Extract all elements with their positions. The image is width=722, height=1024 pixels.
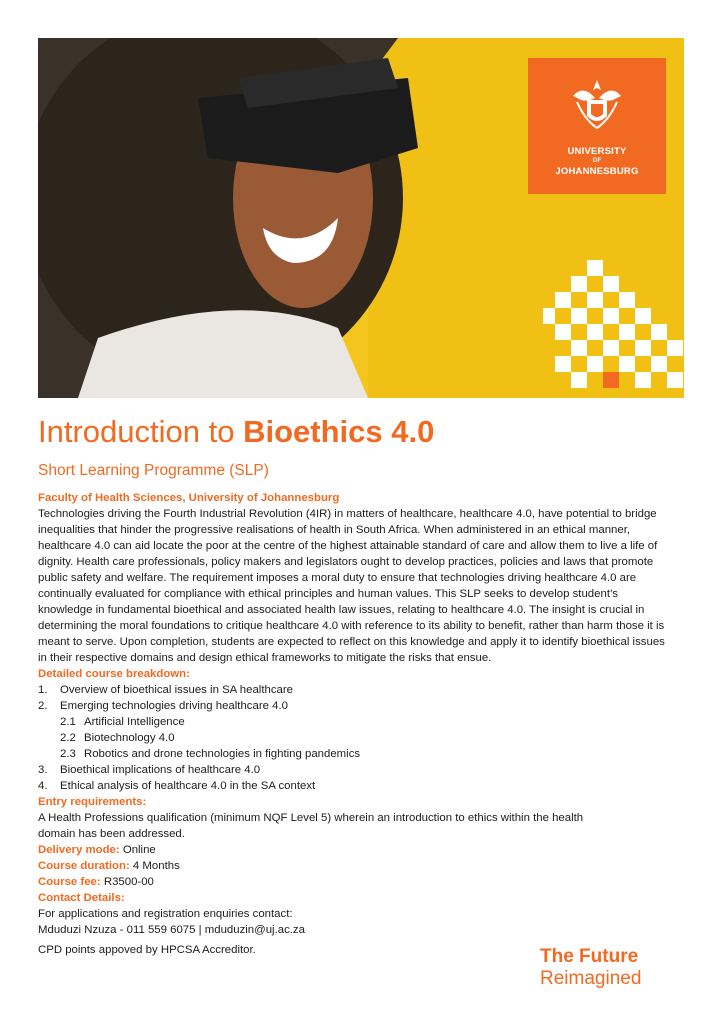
contact-heading: Contact Details: xyxy=(38,892,125,904)
list-item xyxy=(38,746,674,762)
list-item-text: Emerging technologies driving healthcare 4.0 xyxy=(60,700,288,712)
entry-requirements-heading: Entry requirements: xyxy=(38,796,147,808)
list-item-number: 2.2 xyxy=(60,732,76,744)
list-item-text: Ethical analysis of healthcare 4.0 in the SA context xyxy=(60,780,316,792)
course-breakdown-list xyxy=(38,682,674,794)
faculty-heading: Faculty of Health Sciences, University of Johannesburg xyxy=(38,492,340,504)
tagline xyxy=(540,946,641,990)
list-item-number: 3. xyxy=(38,764,48,776)
course-duration xyxy=(38,858,674,874)
pixel-pattern-decoration xyxy=(543,260,683,398)
list-item xyxy=(38,714,674,730)
logo-text-of: OF xyxy=(592,158,602,164)
entry-requirements-text: A Health Professions qualification (minimum NQF Level 5) wherein an introduction to ethics within the health domain has been addressed. xyxy=(38,812,584,840)
crest-icon xyxy=(567,76,627,134)
contact-line-enquiries: For applications and registration enquiries contact: xyxy=(38,908,293,920)
course-duration-label: Course duration: xyxy=(38,860,130,872)
programme-description: Technologies driving the Fourth Industrial Revolution (4IR) in matters of healthcare, healthcare 4.0, have potential to bridge inequalities that hinder the progressive realisations of health in South Africa. When administered in an ethical manner, healthcare 4.0 can aid locate the poor at the centre of the highest attainable standard of care and allow them to live a life of dignity. Health care professionals, policy makers and legislators ought to develop practices, policies and laws that promote public safety and welfare. The requirement imposes a moral duty to ensure that technologies driving healthcare 4.0 are continually evaluated for compliance with ethical principles and human values. This SLP seeks to develop student’s knowledge in fundamental bioethical and associated health law issues, relating to healthcare 4.0. The insight is crucial in determining the moral foundations to critique healthcare 4.0 with reference to its ability to benefit, rather than harm those it is meant to serve. Upon completion, students are expected to reflect on this knowledge and apply it to identify bioethical issues in their respective domains and design ethical frameworks to mitigate the risks that ensue. xyxy=(38,508,665,664)
cpd-note: CPD points appoved by HPCSA Accreditor. xyxy=(38,944,256,956)
logo-text-university: UNIVERSITY xyxy=(567,146,627,157)
list-item-text: Bioethical implications of healthcare 4.0 xyxy=(60,764,261,776)
list-item-text: Artificial Intelligence xyxy=(84,716,185,728)
list-item-number: 4. xyxy=(38,780,48,792)
main-content xyxy=(38,490,674,958)
list-item xyxy=(38,730,674,746)
list-item xyxy=(38,762,674,778)
delivery-mode-value: Online xyxy=(119,844,156,856)
list-item xyxy=(38,682,674,698)
title-bold: Bioethics 4.0 xyxy=(243,414,435,449)
university-logo xyxy=(528,58,666,194)
list-item xyxy=(38,698,674,714)
list-item-text: Biotechnology 4.0 xyxy=(84,732,175,744)
breakdown-heading: Detailed course breakdown: xyxy=(38,668,190,680)
list-item xyxy=(38,778,674,794)
title-light: Introduction to xyxy=(38,414,244,449)
tagline-line2: Reimagined xyxy=(540,968,642,989)
course-fee-value: R3500-00 xyxy=(100,876,154,888)
logo-text-johannesburg: JOHANNESBURG xyxy=(555,166,639,177)
delivery-mode-label: Delivery mode: xyxy=(38,844,120,856)
list-item-text: Overview of bioethical issues in SA healthcare xyxy=(60,684,293,696)
list-item-number: 2.3 xyxy=(60,748,76,760)
course-duration-value: 4 Months xyxy=(129,860,180,872)
list-item-number: 2.1 xyxy=(60,716,76,728)
list-item-text: Robotics and drone technologies in fighting pandemics xyxy=(84,748,361,760)
hero-image xyxy=(38,38,684,398)
tagline-line1: The Future xyxy=(540,946,639,967)
list-item-number: 1. xyxy=(38,684,48,696)
course-fee xyxy=(38,874,674,890)
page-subtitle: Short Learning Programme (SLP) xyxy=(38,462,269,479)
list-item-number: 2. xyxy=(38,700,48,712)
delivery-mode xyxy=(38,842,674,858)
contact-line-person: Mduduzi Nzuza - 011 559 6075 | mduduzin@uj.ac.za xyxy=(38,924,305,936)
page-title xyxy=(38,414,434,450)
course-fee-label: Course fee: xyxy=(38,876,101,888)
